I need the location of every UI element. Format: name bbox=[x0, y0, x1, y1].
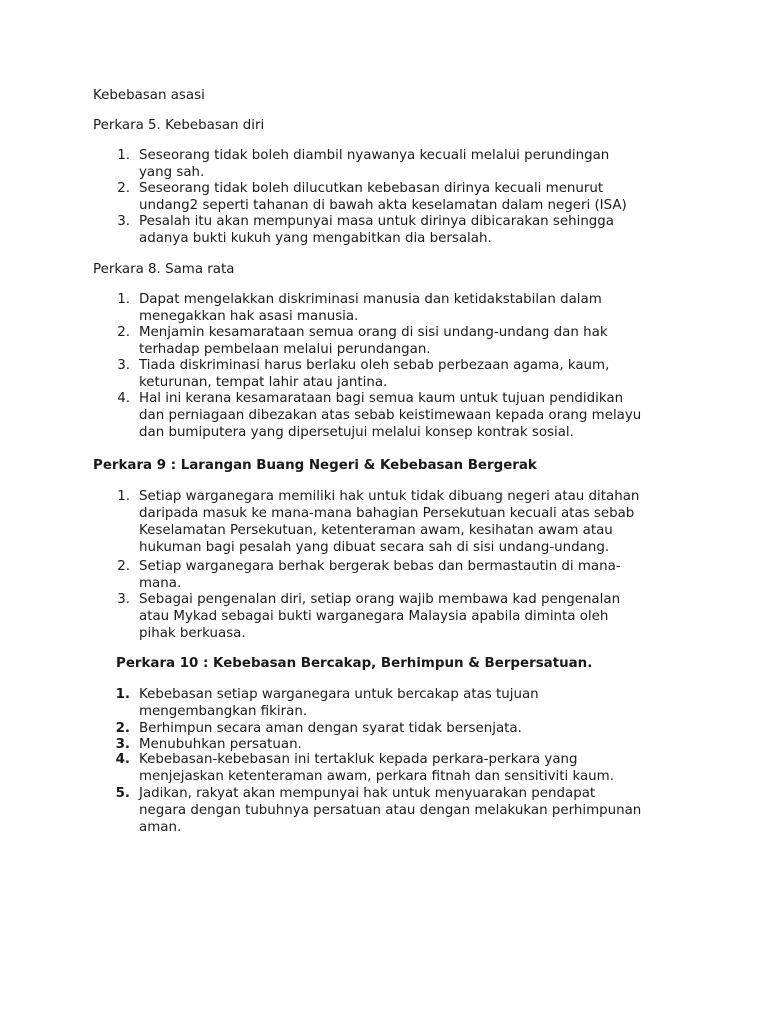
list-item-text-line: Kebebasan setiap warganegara untuk bercakap atas tujuan bbox=[139, 687, 539, 702]
document-title: Kebebasan asasi bbox=[93, 88, 205, 103]
list-item-text-line: atau Mykad sebagai bukti warganegara Malaysia apabila diminta oleh bbox=[139, 609, 609, 624]
list-item-text-line: Hal ini kerana kesamarataan bagi semua kaum untuk tujuan pendidikan bbox=[139, 391, 624, 406]
list-item-text-line: yang sah. bbox=[139, 165, 205, 180]
list-item-number: 3. bbox=[117, 358, 130, 373]
list-item-text-line: Berhimpun secara aman dengan syarat tidak bersenjata. bbox=[139, 721, 522, 736]
list-item-number: 2. bbox=[115, 721, 130, 736]
section-heading-perkara-5: Perkara 5. Kebebasan diri bbox=[93, 118, 265, 133]
list-item-text-line: mana. bbox=[139, 576, 182, 591]
list-item-text-line: aman. bbox=[139, 820, 182, 835]
list-item-text-line: Seseorang tidak boleh diambil nyawanya kecuali melalui perundingan bbox=[139, 148, 610, 163]
list-item-text-line: Sebagai pengenalan diri, setiap orang wajib membawa kad pengenalan bbox=[139, 592, 621, 607]
list-item-text-line: Menubuhkan persatuan. bbox=[139, 737, 302, 752]
list-item-number: 1. bbox=[117, 292, 130, 307]
list-item-text-line: mengembangkan fikiran. bbox=[139, 704, 308, 719]
list-item-text-line: Menjamin kesamarataan semua orang di sisi undang-undang dan hak bbox=[139, 325, 608, 340]
list-item-text-line: Pesalah itu akan mempunyai masa untuk dirinya dibicarakan sehingga bbox=[139, 214, 615, 229]
list-item-number: 5. bbox=[115, 786, 130, 801]
list-item-number: 2. bbox=[117, 325, 130, 340]
list-item-text-line: menjejaskan ketenteraman awam, perkara fitnah dan sensitiviti kaum. bbox=[139, 769, 614, 784]
section-heading-perkara-9: Perkara 9 : Larangan Buang Negeri & Kebebasan Bergerak bbox=[93, 458, 537, 473]
list-item-number: 3. bbox=[117, 592, 130, 607]
list-item-text-line: Keselamatan Persekutuan, ketenteraman awam, kesihatan awam atau bbox=[139, 523, 613, 538]
list-item-text-line: negara dengan tubuhnya persatuan atau dengan melakukan perhimpunan bbox=[139, 803, 642, 818]
list-item-text-line: Jadikan, rakyat akan mempunyai hak untuk menyuarakan pendapat bbox=[139, 786, 596, 801]
list-item-text-line: Seseorang tidak boleh dilucutkan kebebasan dirinya kecuali menurut bbox=[139, 181, 604, 196]
list-item-text-line: hukuman bagi pesalah yang dibuat secara sah di sisi undang-undang. bbox=[139, 540, 610, 555]
list-item-text-line: menegakkan hak asasi manusia. bbox=[139, 309, 359, 324]
list-item-number: 1. bbox=[115, 687, 130, 702]
section-heading-perkara-10: Perkara 10 : Kebebasan Bercakap, Berhimpun & Berpersatuan. bbox=[116, 656, 593, 671]
list-item-text-line: adanya bukti kukuh yang mengabitkan dia bersalah. bbox=[139, 231, 492, 246]
list-item-number: 4. bbox=[117, 391, 130, 406]
section-heading-perkara-8: Perkara 8. Sama rata bbox=[93, 262, 235, 277]
list-item-number: 2. bbox=[117, 559, 130, 574]
list-item-text-line: dan perniagaan dibezakan atas sebab keistimewaan kepada orang melayu bbox=[139, 408, 642, 423]
list-item-number: 1. bbox=[117, 489, 130, 504]
list-item-number: 3. bbox=[117, 214, 130, 229]
list-item-text-line: Tiada diskriminasi harus berlaku oleh sebab perbezaan agama, kaum, bbox=[139, 358, 610, 373]
list-item-number: 2. bbox=[117, 181, 130, 196]
list-item-number: 3. bbox=[115, 737, 130, 752]
list-item-number: 1. bbox=[117, 148, 130, 163]
list-item-number: 4. bbox=[115, 752, 130, 767]
list-item-text-line: daripada masuk ke mana-mana bahagian Persekutuan kecuali atas sebab bbox=[139, 506, 635, 521]
list-item-text-line: keturunan, tempat lahir atau jantina. bbox=[139, 375, 388, 390]
list-item-text-line: Setiap warganegara memiliki hak untuk tidak dibuang negeri atau ditahan bbox=[139, 489, 640, 504]
list-item-text-line: Setiap warganegara berhak bergerak bebas dan bermastautin di mana- bbox=[139, 559, 621, 574]
list-item-text-line: undang2 seperti tahanan di bawah akta keselamatan dalam negeri (ISA) bbox=[139, 198, 627, 213]
list-item-text-line: Kebebasan-kebebasan ini tertakluk kepada perkara-perkara yang bbox=[139, 752, 578, 767]
list-item-text-line: pihak berkuasa. bbox=[139, 626, 246, 641]
list-item-text-line: Dapat mengelakkan diskriminasi manusia dan ketidakstabilan dalam bbox=[139, 292, 602, 307]
list-item-text-line: terhadap pembelaan melalui perundangan. bbox=[139, 342, 431, 357]
list-item-text-line: dan bumiputera yang dipersetujui melalui konsep kontrak sosial. bbox=[139, 425, 574, 440]
